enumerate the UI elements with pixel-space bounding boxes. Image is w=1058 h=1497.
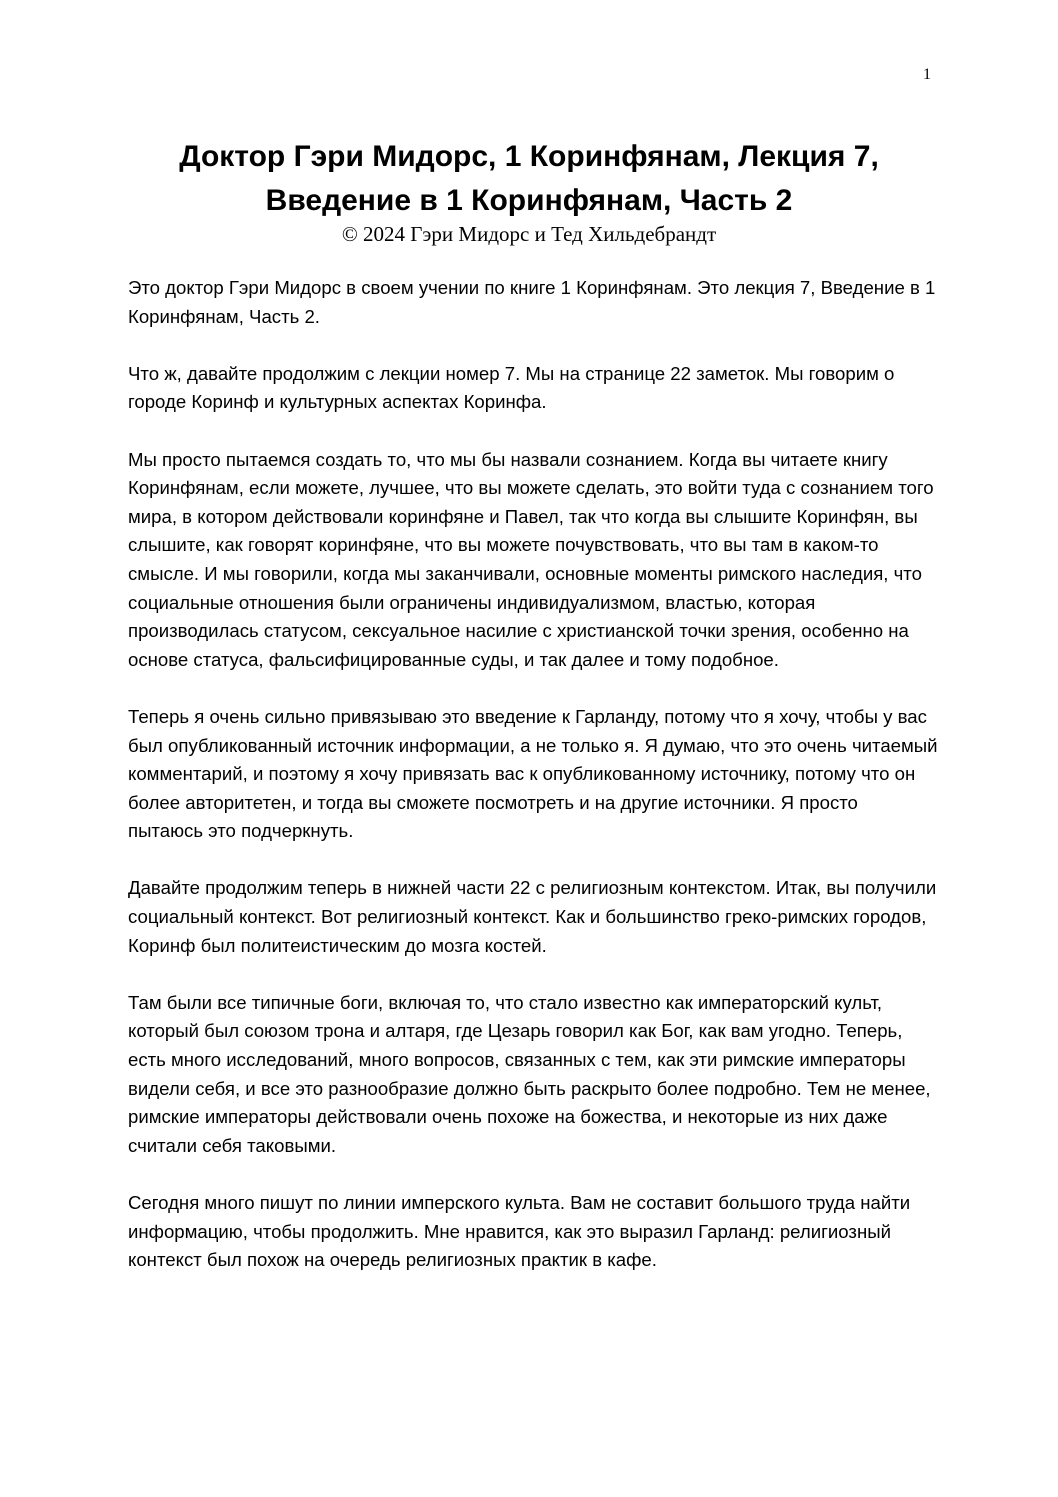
copyright-line: © 2024 Гэри Мидорс и Тед Хильдебрандт [341, 222, 717, 246]
document-body [128, 274, 938, 1303]
document-title [100, 135, 958, 223]
paragraph: Мы просто пытаемся создать то, что мы бы назвали сознанием. Когда вы читаете книгу Коринфянам, если можете, лучшее, что вы можете сделать, это войти туда с сознанием того мира, в котором действовали коринфяне и Павел, так что когда вы слышите Коринфян, вы слышите, как говорят коринфяне, что вы можете почувствовать, что вы там в каком-то смысле. И мы говорили, когда мы заканчивали, основные моменты римского наследия, что социальные отношения были ограничены индивидуализмом, властью, которая производилась статусом, сексуальное насилие с христианской точки зрения, особенно на основе статуса, фальсифицированные суды, и так далее и тому подобное. [128, 448, 934, 670]
paragraph: Там были все типичные боги, включая то, что стало известно как императорский культ, который был союзом трона и алтаря, где Цезарь говорил как Бог, как вам угодно. Теперь, есть много исследований, много вопросов, связанных с тем, как эти римские императоры видели себя, и все это разнообразие должно быть раскрыто более подробно. Тем не менее, римские императоры действовали очень похоже на божества, и некоторые из них даже считали себя таковыми. [128, 991, 931, 1156]
paragraph: Теперь я очень сильно привязываю это введение к Гарланду, потому что я хочу, чтобы у вас был опубликованный источник информации, а не только я. Я думаю, что это очень читаемый комментарий, и поэтому я хочу привязать вас к опубликованному источнику, потому что он более авторитетен, и тогда вы сможете посмотреть и на другие источники. Я просто пытаюсь это подчеркнуть. [128, 705, 938, 842]
paragraph: Это доктор Гэри Мидорс в своем учении по книге 1 Коринфянам. Это лекция 7, Введение в 1 Коринфянам, Часть 2. [128, 277, 936, 327]
title-line-2: Введение в 1 Коринфянам, Часть 2 [265, 184, 793, 217]
paragraph: Сегодня много пишут по линии имперского культа. Вам не составит большого труда найти информацию, чтобы продолжить. Мне нравится, как это выразил Гарланд: религиозный контекст был похож на очередь религиозных практик в кафе. [128, 1192, 911, 1271]
paragraph: Давайте продолжим теперь в нижней части 22 с религиозным контекстом. Итак, вы получили социальный контекст. Вот религиозный контекст. Как и большинство греко-римских городов, Коринф был политеистическим до мозга костей. [128, 877, 937, 956]
title-line-1: Доктор Гэри Мидорс, 1 Коринфянам, Лекция 7, [179, 140, 879, 173]
paragraph: Что ж, давайте продолжим с лекции номер 7. Мы на странице 22 заметок. Мы говорим о городе Коринф и культурных аспектах Коринфа. [128, 362, 895, 413]
page-number: 1 [923, 66, 931, 83]
